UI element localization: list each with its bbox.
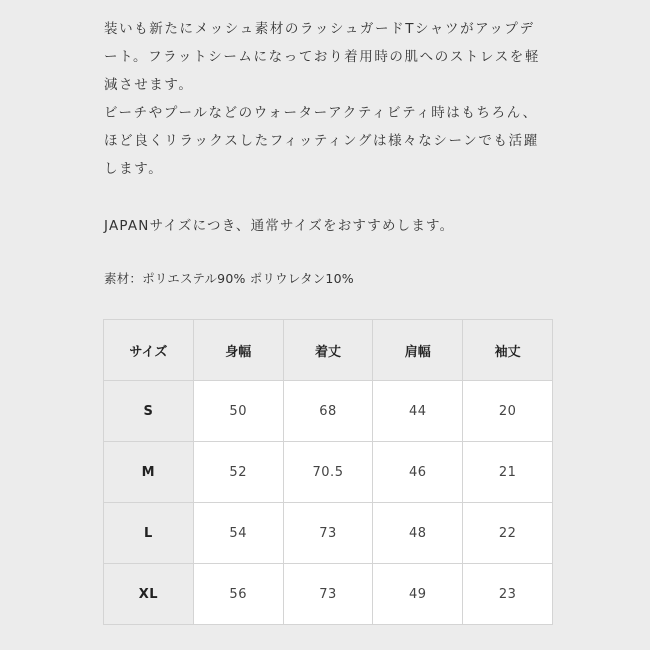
header-body-width: 身幅 xyxy=(193,320,283,381)
size-label-cell: S xyxy=(104,381,194,442)
table-row xyxy=(104,503,553,564)
header-size: サイズ xyxy=(104,320,194,381)
table-row xyxy=(104,381,553,442)
description-line: ビーチやプールなどのウォーターアクティビティ時はもちろん、 xyxy=(104,105,538,121)
length-cell: 68 xyxy=(283,381,373,442)
length-cell: 73 xyxy=(283,564,373,625)
size-label-cell: M xyxy=(104,442,194,503)
header-length: 着丈 xyxy=(283,320,373,381)
material-info: 素材：ポリエステル90% ポリウレタン10% xyxy=(104,271,354,286)
description-line: 装いも新たにメッシュ素材のラッシュガードTシャツがアップデ xyxy=(104,21,535,37)
shoulder-width-cell: 44 xyxy=(373,381,463,442)
sleeve-length-cell: 20 xyxy=(463,381,553,442)
table-row xyxy=(104,564,553,625)
body-width-cell: 56 xyxy=(193,564,283,625)
sleeve-length-cell: 21 xyxy=(463,442,553,503)
shoulder-width-cell: 48 xyxy=(373,503,463,564)
sleeve-length-cell: 23 xyxy=(463,564,553,625)
description-line: ート。フラットシームになっており着用時の肌へのストレスを軽 xyxy=(104,49,541,65)
length-cell: 73 xyxy=(283,503,373,564)
description-line: ほど良くリラックスしたフィッティングは様々なシーンでも活躍 xyxy=(104,133,539,149)
product-description xyxy=(104,15,564,183)
shoulder-width-cell: 46 xyxy=(373,442,463,503)
description-line: します。 xyxy=(104,161,164,177)
header-shoulder-width: 肩幅 xyxy=(373,320,463,381)
size-table-header-row xyxy=(104,320,553,381)
size-note: JAPANサイズにつき、通常サイズをおすすめします。 xyxy=(104,218,455,234)
shoulder-width-cell: 49 xyxy=(373,564,463,625)
size-label-cell: L xyxy=(104,503,194,564)
description-line: 減させます。 xyxy=(104,77,194,93)
body-width-cell: 50 xyxy=(193,381,283,442)
header-sleeve-length: 袖丈 xyxy=(463,320,553,381)
sleeve-length-cell: 22 xyxy=(463,503,553,564)
size-table xyxy=(103,319,553,625)
size-label-cell: XL xyxy=(104,564,194,625)
body-width-cell: 54 xyxy=(193,503,283,564)
table-row xyxy=(104,442,553,503)
length-cell: 70.5 xyxy=(283,442,373,503)
body-width-cell: 52 xyxy=(193,442,283,503)
